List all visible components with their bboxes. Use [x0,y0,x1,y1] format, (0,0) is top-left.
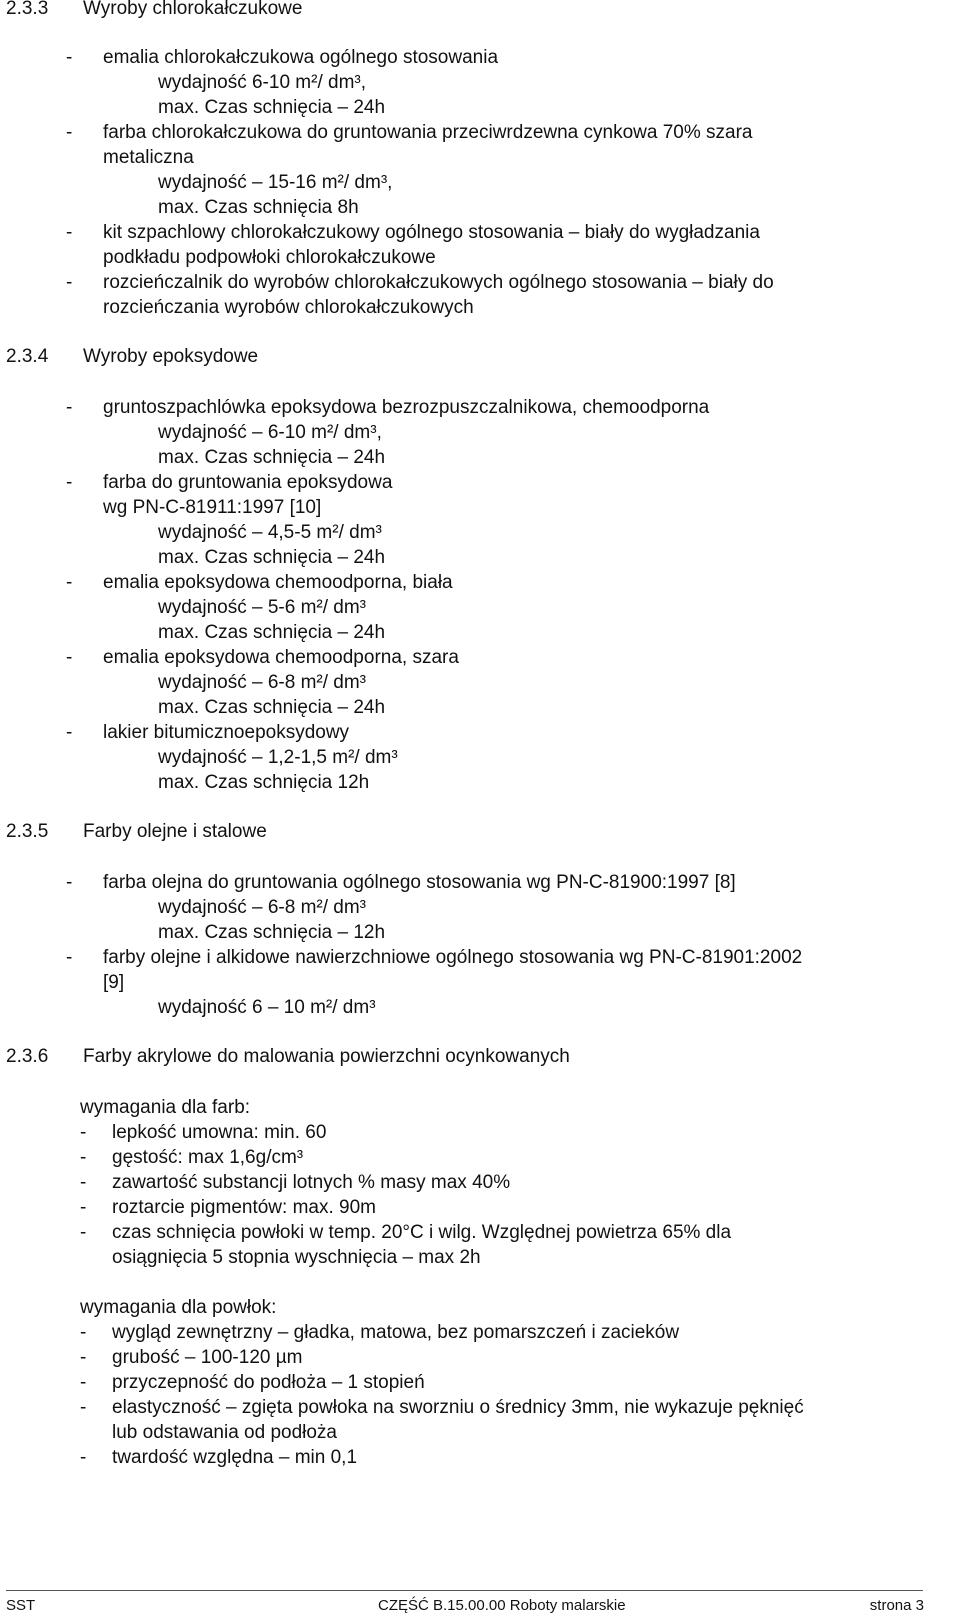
list-dash: - [80,1197,87,1218]
list-dash: - [66,397,73,418]
list-item: farby olejne i alkidowe nawierzchniowe ogólnego stosowania wg PN-C-81901:2002 [103,947,803,968]
list-item: gruntoszpachlówka epoksydowa bezrozpuszczalnikowa, chemoodporna [103,397,710,418]
section-number: 2.3.5 [6,821,49,842]
list-item: emalia epoksydowa chemoodporna, szara [103,647,459,668]
drying-time-line: max. Czas schnięcia – 24h [158,697,386,718]
capacity-line: wydajność – 6-10 m²/ dm³, [158,422,382,443]
list-item: emalia chlorokałczukowa ogólnego stosowania [103,47,499,68]
section-number: 2.3.6 [6,1046,49,1067]
section-number: 2.3.3 [6,0,49,19]
footer-center: CZĘŚĆ B.15.00.00 Roboty malarskie [378,1597,626,1614]
capacity-line: wydajność – 6-8 m²/ dm³ [158,672,367,693]
section-title: Wyroby epoksydowe [83,346,259,367]
capacity-line: wydajność – 1,2-1,5 m²/ dm³ [158,747,398,768]
list-item: wygląd zewnętrzny – gładka, matowa, bez pomarszczeń i zacieków [112,1322,680,1343]
drying-time-line: max. Czas schnięcia – 24h [158,447,386,468]
list-dash: - [66,647,73,668]
capacity-line: wydajność – 6-8 m²/ dm³ [158,897,367,918]
list-dash: - [80,1147,87,1168]
list-item-cont: podkładu podpowłoki chlorokałczukowe [103,247,436,268]
list-item-cont: [9] [103,972,125,993]
capacity-line: wydajność 6-10 m²/ dm³, [158,72,367,93]
section-title: Farby olejne i stalowe [83,821,267,842]
footer-left: SST [6,1597,36,1614]
list-item: roztarcie pigmentów: max. 90m [112,1197,376,1218]
list-item: lakier bitumicznoepoksydowy [103,722,350,743]
list-item: emalia epoksydowa chemoodporna, biała [103,572,453,593]
list-item: gęstość: max 1,6g/cm³ [112,1147,304,1168]
list-item-cont: lub odstawania od podłoża [112,1422,338,1443]
drying-time-line: max. Czas schnięcia – 24h [158,97,386,118]
drying-time-line: max. Czas schnięcia – 24h [158,547,386,568]
capacity-line: wydajność 6 – 10 m²/ dm³ [158,997,376,1018]
section-number: 2.3.4 [6,346,49,367]
list-item: rozcieńczalnik do wyrobów chlorokałczukowych ogólnego stosowania – biały do [103,272,774,293]
list-item: czas schnięcia powłoki w temp. 20°C i wilg. Względnej powietrza 65% dla [112,1222,732,1243]
list-dash: - [66,472,73,493]
list-item: lepkość umowna: min. 60 [112,1122,327,1143]
list-item: grubość – 100-120 µm [112,1347,303,1368]
section-title: Wyroby chlorokałczukowe [83,0,303,19]
list-dash: - [80,1222,87,1243]
list-dash: - [66,272,73,293]
list-dash: - [66,722,73,743]
list-dash: - [66,572,73,593]
list-item: przyczepność do podłoża – 1 stopień [112,1372,425,1393]
drying-time-line: max. Czas schnięcia – 12h [158,922,386,943]
drying-time-line: max. Czas schnięcia 12h [158,772,370,793]
list-dash: - [80,1322,87,1343]
list-dash: - [80,1122,87,1143]
list-dash: - [80,1447,87,1468]
list-item: farba olejna do gruntowania ogólnego stosowania wg PN-C-81900:1997 [8] [103,872,736,893]
footer-page-number: strona 3 [869,1597,924,1614]
list-item: zawartość substancji lotnych % masy max 40% [112,1172,511,1193]
list-dash: - [80,1347,87,1368]
list-dash: - [80,1397,87,1418]
capacity-line: wydajność – 15-16 m²/ dm³, [158,172,393,193]
capacity-line: wydajność – 4,5-5 m²/ dm³ [158,522,382,543]
list-dash: - [66,47,73,68]
list-dash: - [66,947,73,968]
list-dash: - [80,1172,87,1193]
section-title: Farby akrylowe do malowania powierzchni ocynkowanych [83,1046,570,1067]
list-item-cont: rozcieńczania wyrobów chlorokałczukowych [103,297,474,318]
list-item: farba do gruntowania epoksydowa [103,472,393,493]
list-dash: - [66,122,73,143]
list-item: twardość względna – min 0,1 [112,1447,358,1468]
list-item-cont: osiągnięcia 5 stopnia wyschnięcia – max 2h [112,1247,481,1268]
list-dash: - [80,1372,87,1393]
list-dash: - [66,222,73,243]
drying-time-line: max. Czas schnięcia – 24h [158,622,386,643]
list-item-cont: wg PN-C-81911:1997 [10] [103,497,322,518]
requirements-heading: wymagania dla powłok: [80,1297,277,1318]
list-item: farba chlorokałczukowa do gruntowania przeciwrdzewna cynkowa 70% szara [103,122,753,143]
drying-time-line: max. Czas schnięcia 8h [158,197,359,218]
footer-rule [6,1590,923,1591]
list-item: kit szpachlowy chlorokałczukowy ogólnego stosowania – biały do wygładzania [103,222,760,243]
list-item: elastyczność – zgięta powłoka na sworzniu o średnicy 3mm, nie wykazuje pęknięć [112,1397,804,1418]
list-item-cont: metaliczna [103,147,194,168]
capacity-line: wydajność – 5-6 m²/ dm³ [158,597,367,618]
requirements-heading: wymagania dla farb: [80,1097,251,1118]
list-dash: - [66,872,73,893]
